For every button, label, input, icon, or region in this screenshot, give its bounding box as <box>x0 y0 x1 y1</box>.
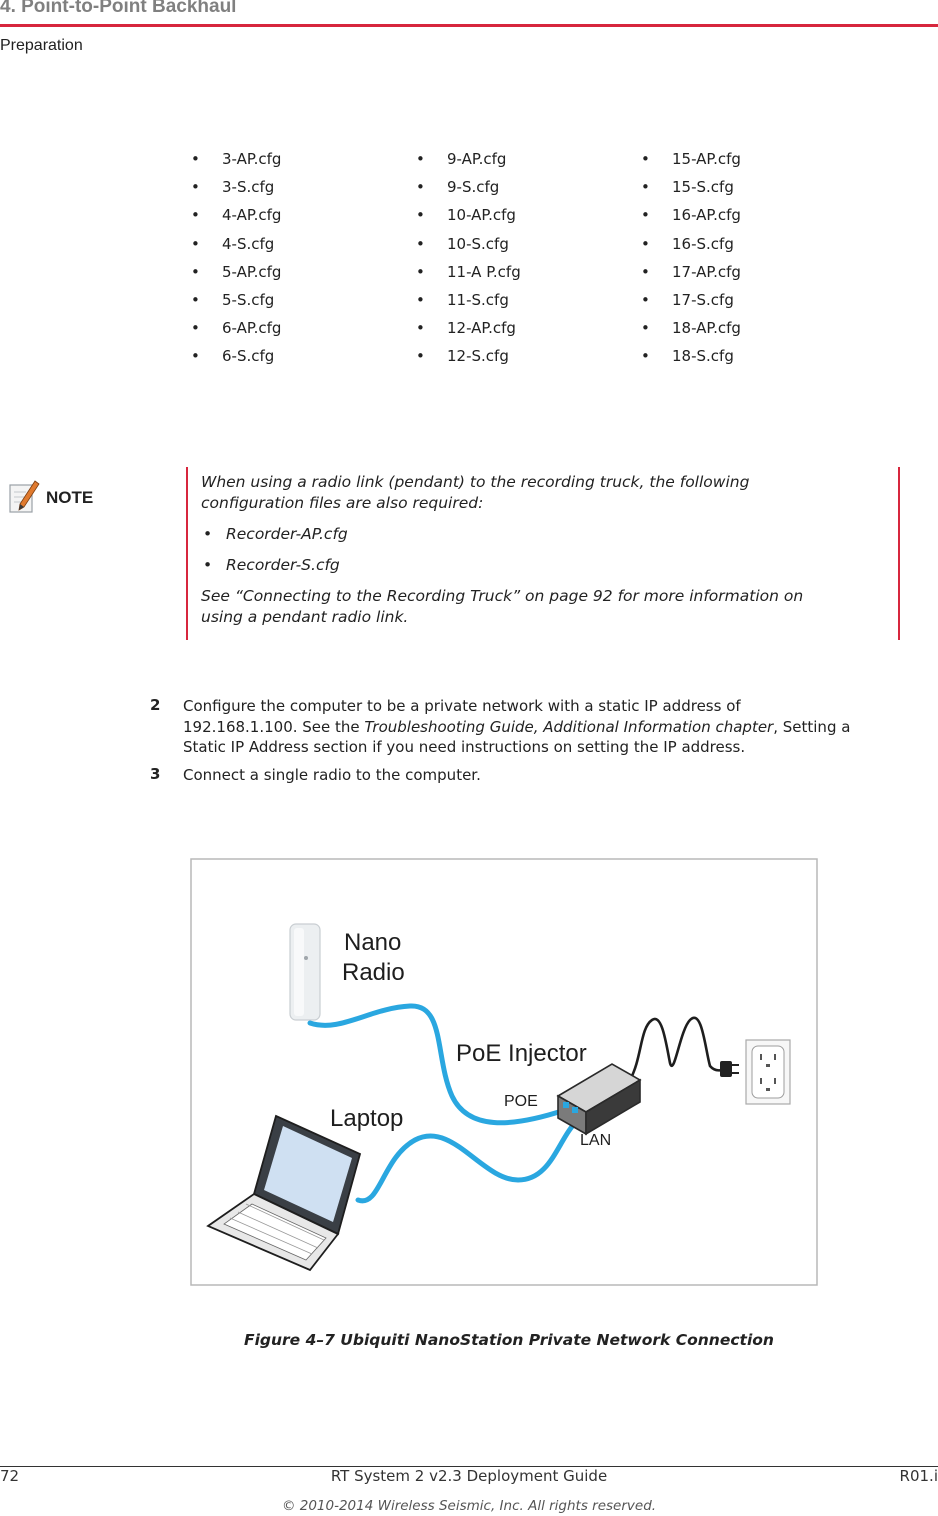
step-text: Connect a single radio to the computer. <box>183 766 481 784</box>
list-item: • 16-AP.cfg <box>641 206 741 225</box>
step-text: Configure the computer to be a private network with a static IP address of 192.168.1.100. See the Troubleshooting Guide, Additional Information chapter, Setting a Static IP Address section if you need instructions on setting the IP address. <box>183 697 851 756</box>
list-item: • 3-AP.cfg <box>191 150 282 168</box>
copyright-notice: © 2010-2014 Wireless Seismic, Inc. All rights reserved. <box>281 1498 657 1514</box>
list-item: • 10-S.cfg <box>416 234 509 253</box>
note-intro-line-1: When using a radio link (pendant) to the recording truck, the following <box>201 473 750 491</box>
chapter-title: 4. Point-to-Point Backhaul <box>0 0 237 17</box>
list-item: • 4-S.cfg <box>191 234 275 253</box>
revision-label: R01.i <box>899 1467 938 1485</box>
list-item: • 17-AP.cfg <box>641 262 741 281</box>
list-item: • 9-AP.cfg <box>416 150 507 168</box>
list-item: • 3-S.cfg <box>191 178 275 197</box>
list-item: • 12-AP.cfg <box>416 319 516 338</box>
figure-label-nano: Nano <box>344 929 402 956</box>
list-item: • 17-S.cfg <box>641 290 734 309</box>
note-intro-line-2: configuration files are also required: <box>201 494 484 512</box>
figure-label-radio: Radio <box>342 959 405 986</box>
list-item: • 16-S.cfg <box>641 234 734 253</box>
list-item: • 5-S.cfg <box>191 290 275 309</box>
config-file-list-col-1 <box>190 148 281 374</box>
list-item: • 9-S.cfg <box>416 178 500 197</box>
list-item: • 12-S.cfg <box>416 347 509 366</box>
step-number: 2 <box>150 696 161 714</box>
list-item: • 15-AP.cfg <box>641 150 741 168</box>
note-see-line-2: using a pendant radio link. <box>201 608 409 626</box>
figure-label-poe-port: POE <box>504 1093 538 1110</box>
list-item: • 6-S.cfg <box>191 347 275 366</box>
header-rule <box>0 24 938 27</box>
note-label: NOTE <box>46 488 94 507</box>
note-see-line-1: See “Connecting to the Recording Truck” on page 92 for more information on <box>201 587 804 605</box>
note-bullet: • Recorder-S.cfg <box>203 556 340 574</box>
note-bullet: • Recorder-AP.cfg <box>203 525 348 543</box>
list-item: • 10-AP.cfg <box>416 206 516 225</box>
config-file-list-col-2 <box>415 148 521 374</box>
list-item: • 11-A P.cfg <box>416 262 521 281</box>
wall-outlet-icon <box>746 1040 790 1104</box>
list-item: • 18-S.cfg <box>641 347 734 366</box>
list-item: • 5-AP.cfg <box>191 262 282 281</box>
pencil-note-icon <box>8 479 40 515</box>
network-connection-figure <box>190 858 818 1286</box>
page-number: 72 <box>0 1467 20 1485</box>
section-title: Preparation <box>0 37 83 54</box>
figure-label-lan-port: LAN <box>580 1132 612 1149</box>
list-item: • 18-AP.cfg <box>641 319 741 338</box>
figure-label-laptop: Laptop <box>330 1105 404 1132</box>
config-file-list-col-3 <box>640 148 741 374</box>
list-item: • 6-AP.cfg <box>191 319 282 338</box>
nano-radio-device <box>290 924 320 1020</box>
list-item: • 11-S.cfg <box>416 290 509 309</box>
document-title: RT System 2 v2.3 Deployment Guide <box>330 1467 608 1485</box>
step-number: 3 <box>150 765 161 783</box>
list-item: • 4-AP.cfg <box>191 206 282 225</box>
figure-caption: Figure 4–7 Ubiquiti NanoStation Private Network Connection <box>244 1331 774 1349</box>
list-item: • 15-S.cfg <box>641 178 734 197</box>
figure-label-poe-injector: PoE Injector <box>456 1040 587 1067</box>
